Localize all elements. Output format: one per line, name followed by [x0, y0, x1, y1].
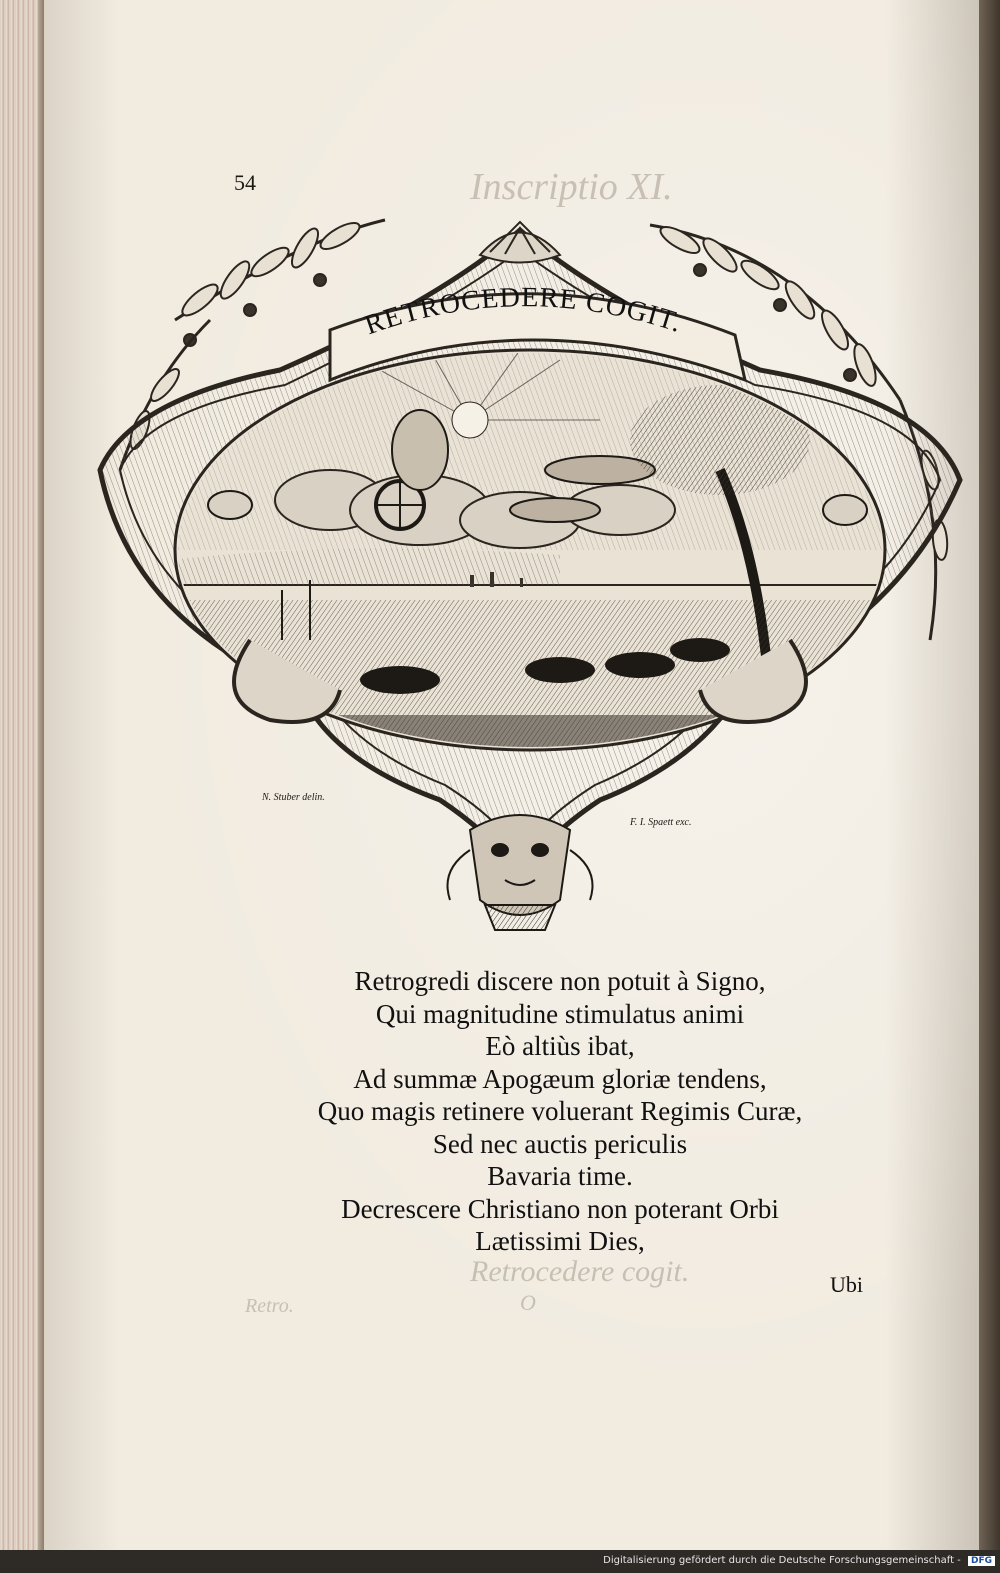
verse-line: Retrogredi discere non potuit à Signo, [354, 966, 766, 996]
engraver-credit-left: N. Stuber delin. [262, 792, 325, 803]
footer-text: Digitalisierung gefördert durch die Deutsche Forschungsgemeinschaft - [603, 1555, 961, 1566]
bleed-through-heading: Inscriptio XI. [470, 166, 673, 208]
verse-line: Quo magis retinere voluerant Regimis Curæ, [317, 1096, 803, 1126]
cherub-figure [208, 491, 252, 519]
motto-text: RETROCEDERE COGIT. [360, 282, 687, 342]
dfg-logo: DFG [968, 1556, 995, 1566]
verse-line: Sed nec auctis periculis [432, 1128, 688, 1159]
grotesque-mask [448, 815, 593, 930]
verse-line: Lætissimi Dies, [475, 1226, 645, 1256]
shell-ornament [480, 222, 560, 263]
bleed-through-catchword: Retro. [245, 1295, 294, 1317]
verse-line: Qui magnitudine stimulatus animi [375, 998, 745, 1029]
engraver-credit-right: F. I. Spaett exc. [630, 817, 692, 828]
verse-block [250, 965, 870, 1258]
bleed-through-motto: Retrocedere cogit. [470, 1255, 690, 1288]
verse-line: Bavaria time. [487, 1161, 633, 1191]
page-number: 54 [234, 170, 256, 195]
verse-line: Eò altiùs ibat, [485, 1031, 635, 1061]
verse-line: Ad summæ Apogæum gloriæ tendens, [353, 1063, 767, 1094]
digitization-footer [0, 1555, 995, 1566]
verse-line: Decrescere Christiano non poterant Orbi [341, 1193, 779, 1224]
bleed-through-signature: O [520, 1290, 536, 1315]
dog-figure [823, 495, 867, 525]
catchword: Ubi [830, 1272, 863, 1297]
